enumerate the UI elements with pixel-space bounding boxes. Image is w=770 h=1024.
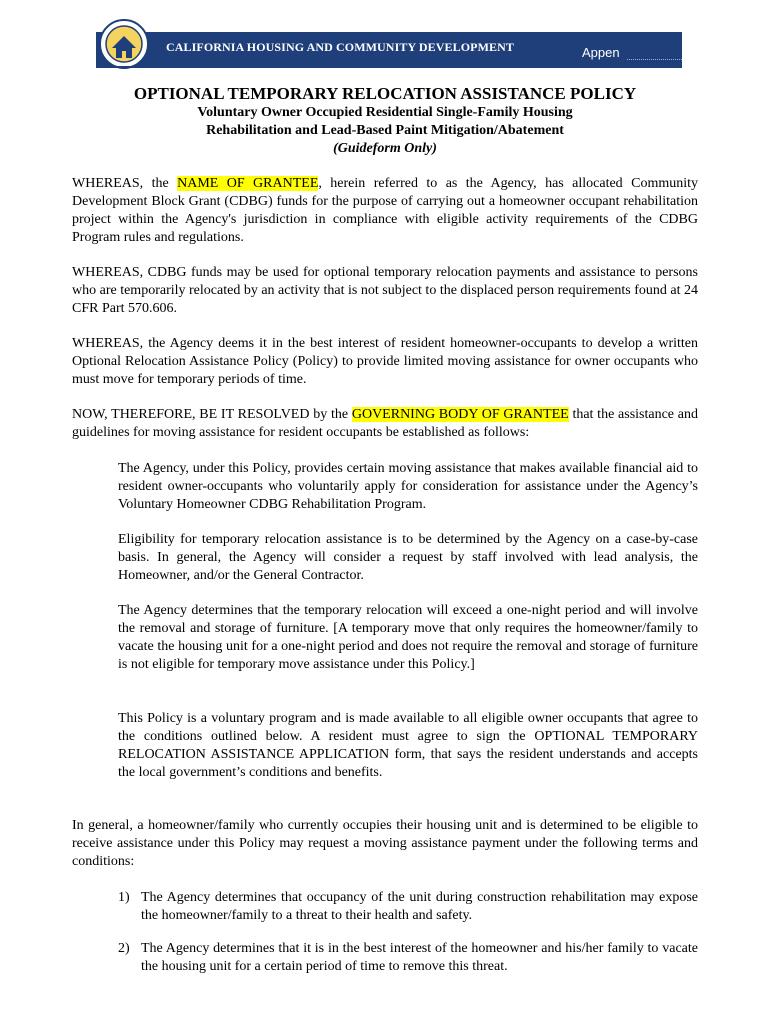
guideform-note: (Guideform Only) [333,141,437,156]
policy-clause: The Agency determines that the temporary relocation will exceed a one-night period and will involve the removal and storage of furniture. [A temporary move that only requires the homeowner/family to vacate the housing unit for a one-night period and does not require the removal and storage of furniture is not eligible for temporary move assistance under this Policy.] [118,603,698,672]
list-item [118,889,698,925]
list-number: 1) [118,890,130,905]
document-title: OPTIONAL TEMPORARY RELOCATION ASSISTANCE POLICY [133,84,637,103]
whereas-paragraph: WHEREAS, CDBG funds may be used for optional temporary relocation payments and assistance to persons who are temporarily relocated by an activity that is not subject to the displaced person requirements found at 24 CFR Part 570.606. [72,265,698,316]
document-subtitle: Rehabilitation and Lead-Based Paint Mitigation/Abatement [206,123,564,138]
appendix-label: Appen [582,45,620,60]
appendix-number-field[interactable] [627,46,682,60]
paragraph-text: , herein referred to as the Agency, has allocated Community Development Block Grant (CDBG) funds for the purpose of carrying out a homeowner occupant rehabilitation project within the Agency's jurisdiction in compliance with eligible activity requirements of the CDBG Program rules and regulations. [72,176,698,245]
document-subtitle: Voluntary Owner Occupied Residential Single-Family Housing [197,105,573,120]
whereas-paragraph [72,175,698,247]
governing-body-placeholder[interactable]: GOVERNING BODY OF GRANTEE [351,407,569,422]
policy-clause: Eligibility for temporary relocation assistance is to be determined by the Agency on a case-by-case basis. In general, the Agency will consider a request by staff involved with lead analysis, the Homeowner, and/or the General Contractor. [118,532,698,583]
agency-name: CALIFORNIA HOUSING AND COMMUNITY DEVELOPMENT [166,40,514,54]
policy-clause: The Agency, under this Policy, provides certain moving assistance that makes available financial aid to resident owner-occupants who voluntarily apply for consideration for assistance under the Agency’s Voluntary Homeowner CDBG Rehabilitation Program. [118,461,698,512]
grantee-name-placeholder[interactable]: NAME OF GRANTEE [177,176,319,191]
whereas-paragraph: WHEREAS, the Agency deems it in the best interest of resident homeowner-occupants to develop a written Optional Relocation Assistance Policy (Policy) to provide limited moving assistance for owner occupants who must move for temporary periods of time. [72,336,698,387]
list-item [118,940,698,976]
policy-clause: This Policy is a voluntary program and is made available to all eligible owner occupants that agree to the conditions outlined below. A resident must agree to sign the OPTIONAL TEMPORARY RELOCATION ASSISTANCE APPLICATION form, that says the resident understands and accepts the local government’s conditions and benefits. [118,711,698,780]
header-divider [96,66,682,68]
terms-intro-paragraph: In general, a homeowner/family who currently occupies their housing unit and is determined to be eligible to receive assistance under this Policy may request a moving assistance payment under the following terms and conditions: [72,818,698,869]
paragraph-text: WHEREAS, the [72,176,178,191]
paragraph-text: that the assistance and guidelines for moving assistance for resident occupants be established as follows: [72,407,698,440]
state-seal-logo [94,18,154,70]
resolved-paragraph [72,406,698,442]
list-number: 2) [118,941,130,956]
list-text: The Agency determines that it is in the best interest of the homeowner and his/her family to vacate the housing unit for a certain period of time to remove this threat. [141,941,698,974]
paragraph-text: NOW, THEREFORE, BE IT RESOLVED by the [72,407,352,422]
list-text: The Agency determines that occupancy of the unit during construction rehabilitation may expose the homeowner/family to a threat to their health and safety. [141,890,698,923]
